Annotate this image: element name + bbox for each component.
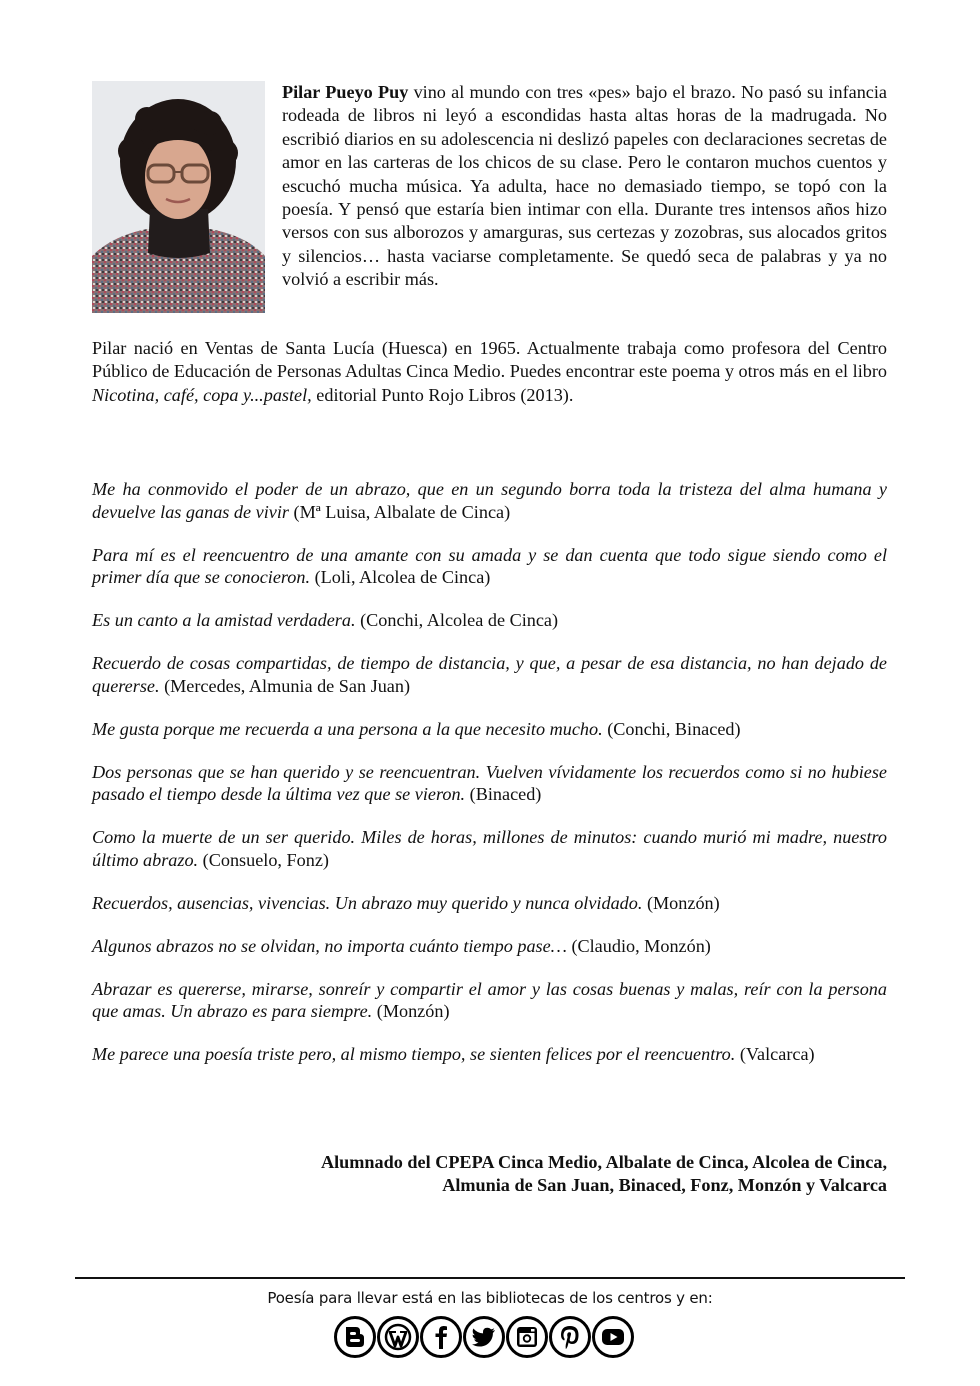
quote-item bbox=[92, 544, 887, 589]
youtube-link[interactable] bbox=[592, 1316, 634, 1358]
quote-attribution: (Monzón) bbox=[372, 1001, 450, 1021]
quote-attribution: (Mª Luisa, Albalate de Cinca) bbox=[288, 501, 511, 522]
quote-attribution: (Valcarca) bbox=[735, 1044, 815, 1064]
pinterest-link[interactable] bbox=[549, 1316, 591, 1358]
quote-text: Dos personas que se han querido y se reencuentran. Vuelven vívidamente los recuerdos como si no hubiese pasado el tiempo desde la última vez que se vieron. bbox=[92, 761, 887, 804]
twitter-icon bbox=[470, 1323, 498, 1351]
publisher-text: editorial Punto Rojo Libros (2013). bbox=[311, 384, 574, 405]
facebook-link[interactable] bbox=[420, 1316, 462, 1358]
bio-text: vino al mundo con tres «pes» bajo el brazo. No pasó su infancia rodeada de libros ni leyó a escondidas hasta altas horas de la madrugada. No escribió diarios en su adolescencia ni deslizó papeles con declaraciones secretas de amor en las carteras de los chicos de su clase. Pero le contaron muchos cuentos y escuchó mucha música. Ya adulta, hace no demasiado tiempo, se topó con la poesía. Y pensó que estaría bien intimar con ella. Durante tres intensos años hizo versos con sus alborozos y amarguras, sus certezas y zozobras, sus alocados gritos y silencios… hasta vaciarse completamente. Se quedó seca de palabras y ya no volvió a escribir más. bbox=[282, 82, 887, 290]
quote-attribution: (Loli, Alcolea de Cinca) bbox=[310, 567, 491, 587]
blogger-icon bbox=[341, 1323, 369, 1351]
quote-text: Me ha conmovido el poder de un abrazo, que en un segundo borra toda la tristeza del alma humana y devuelve las ganas de vivir bbox=[92, 479, 887, 522]
instagram-icon bbox=[513, 1323, 541, 1351]
quote-attribution: (Consuelo, Fonz) bbox=[198, 849, 329, 870]
quote-attribution: (Monzón) bbox=[642, 892, 720, 913]
quote-text: Me gusta porque me recuerda a una persona a la que necesito mucho. bbox=[92, 718, 603, 739]
quote-text: Me parece una poesía triste pero, al mismo tiempo, se sienten felices por el reencuentro. bbox=[92, 1044, 736, 1064]
birth-text: Pilar nació en Ventas de Santa Lucía (Huesca) en 1965. Actualmente trabaja como profesora del Centro Público de Educación de Personas Adultas Cinca Medio. Puedes encontrar este poema y otros más en el libro bbox=[92, 338, 888, 382]
quote-item bbox=[92, 1043, 887, 1066]
facebook-icon bbox=[427, 1323, 455, 1351]
footer-text: Poesía para llevar está en las bibliotecas de los centros y en: bbox=[267, 1289, 713, 1307]
quote-text: Es un canto a la amistad verdadera. bbox=[92, 610, 356, 630]
quote-text: Abrazar es quererse, mirarse, sonreír y compartir el amor y las cosas buenas y malas, reír con la persona que amas. Un abrazo es para siempre. bbox=[92, 978, 887, 1021]
wordpress-link[interactable] bbox=[377, 1316, 419, 1358]
quote-item bbox=[92, 761, 887, 806]
birth-paragraph bbox=[92, 337, 887, 407]
author-name: Pilar Pueyo Puy bbox=[282, 82, 409, 102]
credit-line-2: Almunia de San Juan, Binaced, Fonz, Monzón y Valcarca bbox=[442, 1175, 887, 1195]
author-photo bbox=[92, 81, 265, 313]
quotes-list bbox=[92, 478, 887, 1086]
twitter-link[interactable] bbox=[463, 1316, 505, 1358]
portrait-illustration bbox=[92, 81, 265, 313]
instagram-link[interactable] bbox=[506, 1316, 548, 1358]
wordpress-icon bbox=[384, 1323, 412, 1351]
quote-attribution: (Claudio, Monzón) bbox=[566, 935, 711, 956]
quote-text: Para mí es el reencuentro de una amante con su amada y se dan cuenta que todo sigue siendo como el primer día que se conocieron. bbox=[92, 544, 887, 587]
quote-item bbox=[92, 978, 887, 1023]
book-title: Nicotina, café, copa y...pastel, bbox=[92, 384, 312, 405]
quote-text: Como la muerte de un ser querido. Miles de horas, millones de minutos: cuando murió mi madre, nuestro último abrazo. bbox=[92, 827, 887, 870]
footer-divider bbox=[75, 1277, 905, 1279]
quote-attribution: (Conchi, Binaced) bbox=[602, 718, 741, 739]
youtube-icon bbox=[599, 1323, 627, 1351]
quote-item bbox=[92, 609, 887, 632]
quote-item bbox=[92, 892, 887, 915]
quote-text: Algunos abrazos no se olvidan, no importa cuánto tiempo pase… bbox=[92, 935, 567, 956]
quote-text: Recuerdo de cosas compartidas, de tiempo de distancia, y que, a pesar de esa distancia, no han dejado de quererse. bbox=[92, 653, 887, 696]
pinterest-icon bbox=[556, 1323, 584, 1351]
quote-item bbox=[92, 652, 887, 697]
credit-block bbox=[187, 1151, 887, 1197]
quote-item bbox=[92, 718, 887, 741]
quote-item bbox=[92, 478, 887, 523]
quote-attribution: (Mercedes, Almunia de San Juan) bbox=[159, 675, 411, 696]
quote-text: Recuerdos, ausencias, vivencias. Un abrazo muy querido y nunca olvidado. bbox=[92, 892, 643, 913]
social-links bbox=[334, 1316, 654, 1362]
credit-line-1: Alumnado del CPEPA Cinca Medio, Albalate de Cinca, Alcolea de Cinca, bbox=[320, 1152, 887, 1172]
bio-paragraph bbox=[282, 81, 887, 292]
quote-item bbox=[92, 935, 887, 958]
blogger-link[interactable] bbox=[334, 1316, 376, 1358]
quote-item bbox=[92, 826, 887, 871]
quote-attribution: (Conchi, Alcolea de Cinca) bbox=[355, 610, 559, 630]
quote-attribution: (Binaced) bbox=[465, 784, 542, 804]
